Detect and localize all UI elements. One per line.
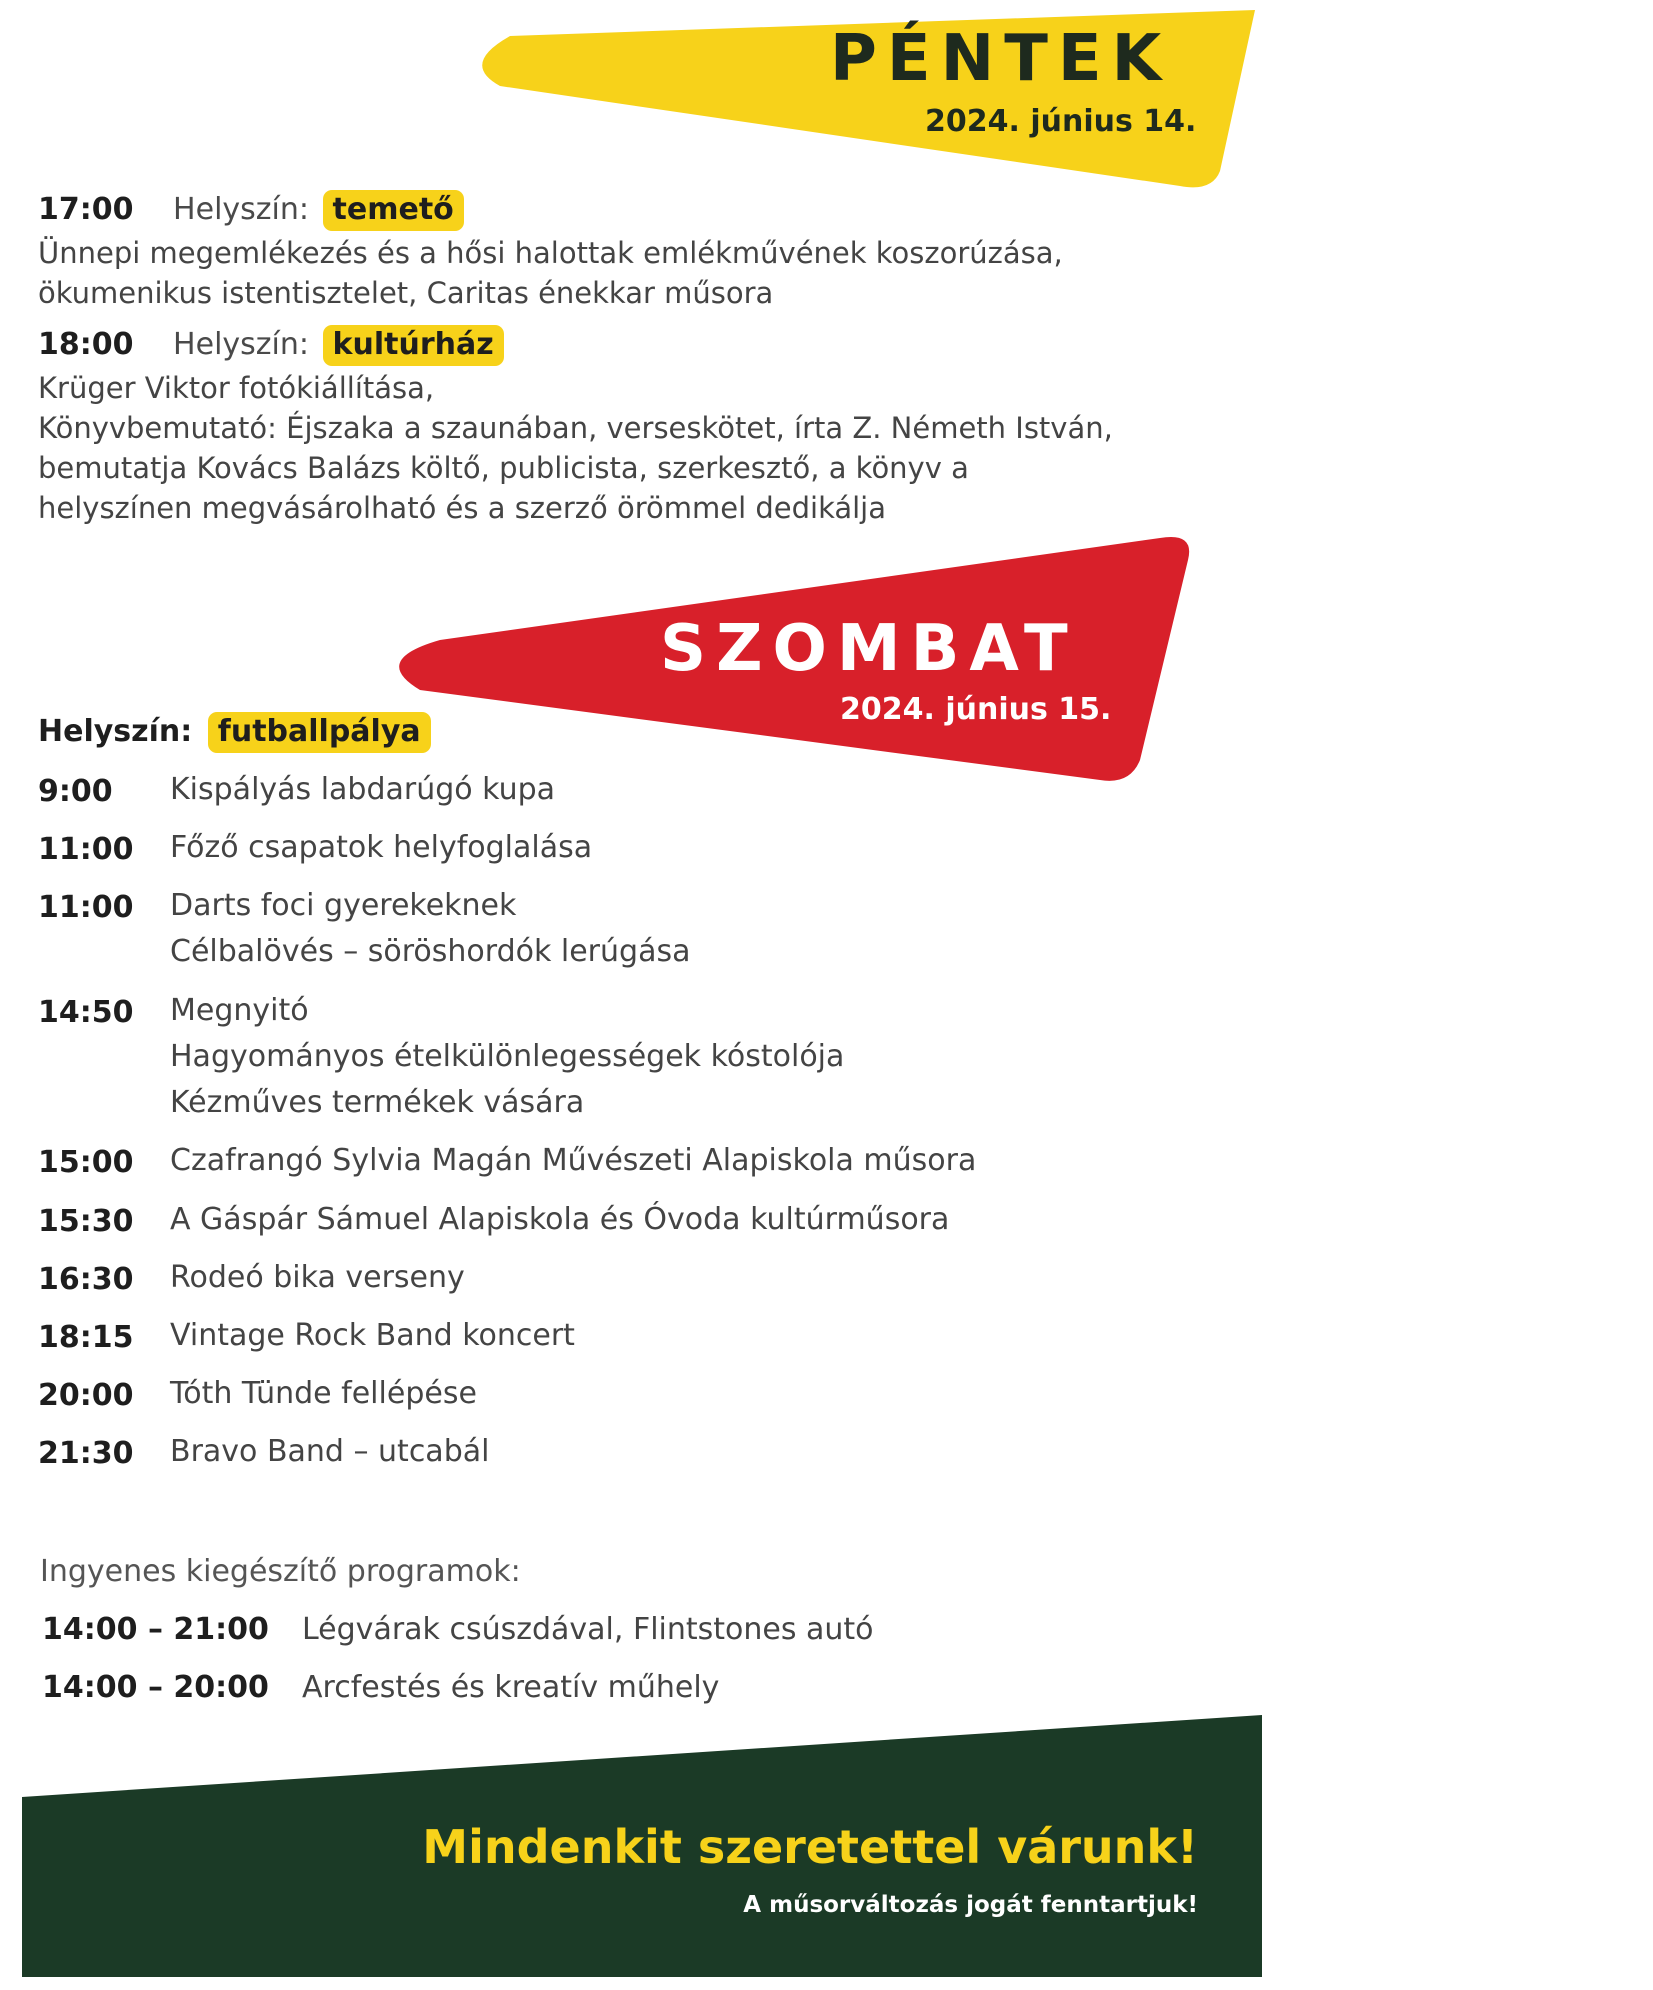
schedule-line: Kispályás labdarúgó kupa: [170, 772, 556, 807]
venue-tag: futballpálya: [208, 712, 431, 753]
friday-event-1-description: [38, 233, 1188, 313]
friday-title: PÉNTEK: [830, 22, 1172, 96]
saturday-date: 2024. június 15.: [840, 692, 1112, 727]
schedule-item: [170, 1371, 477, 1417]
schedule-time: 9:00: [38, 774, 113, 809]
schedule-time: 11:00: [38, 890, 134, 925]
schedule-line: Főző csapatok helyfoglalása: [170, 830, 593, 865]
schedule-time: 15:30: [38, 1204, 134, 1239]
free-program-text: Arcfestés és kreatív műhely: [302, 1670, 720, 1705]
friday-event-2-description: [38, 368, 1188, 528]
description-line: Ünnepi megemlékezés és a hősi halottak emlékművének koszorúzása,: [38, 236, 1063, 270]
footer-welcome: Mindenkit szeretettel várunk!: [422, 1820, 1198, 1874]
schedule-time: 20:00: [38, 1378, 134, 1413]
venue-label: Helyszín:: [38, 714, 193, 749]
free-program-time: 14:00 – 21:00: [42, 1612, 269, 1647]
schedule-item: [170, 1313, 575, 1359]
venue-tag: kultúrház: [323, 325, 504, 366]
event-time: 17:00: [38, 192, 134, 227]
schedule-item: [170, 1197, 949, 1243]
schedule-item: [170, 883, 690, 975]
event-time: 18:00: [38, 327, 134, 362]
footer-disclaimer: A műsorváltozás jogát fenntartjuk!: [743, 1892, 1198, 1918]
schedule-line: Megnyitó: [170, 993, 309, 1028]
schedule-line: Darts foci gyerekeknek: [170, 888, 517, 923]
description-line: ökumenikus istentisztelet, Caritas énekkar műsora: [38, 276, 774, 310]
schedule-item: [170, 825, 592, 871]
schedule-line: Vintage Rock Band koncert: [170, 1318, 575, 1353]
saturday-venue: [38, 712, 431, 753]
schedule-item: [170, 1429, 489, 1475]
free-program-text: Légvárak csúszdával, Flintstones autó: [302, 1612, 874, 1647]
schedule-time: 15:00: [38, 1145, 134, 1180]
venue-tag: temető: [323, 190, 464, 231]
description-line: bemutatja Kovács Balázs költő, publicista, szerkesztő, a könyv a: [38, 451, 969, 485]
friday-event-1-header: [38, 190, 464, 231]
schedule-item: [170, 1138, 976, 1184]
description-line: Könyvbemutató: Éjszaka a szaunában, verseskötet, írta Z. Németh István,: [38, 411, 1113, 445]
venue-label: Helyszín:: [173, 327, 309, 362]
description-line: helyszínen megvásárolható és a szerző örömmel dedikálja: [38, 491, 887, 525]
schedule-item: [170, 988, 844, 1126]
schedule-time: 16:30: [38, 1262, 134, 1297]
schedule-line: A Gáspár Sámuel Alapiskola és Óvoda kultúrműsora: [170, 1202, 950, 1237]
schedule-line: Célbalövés – söröshordók lerúgása: [170, 934, 691, 969]
friday-date: 2024. június 14.: [925, 104, 1197, 139]
schedule-line: Hagyományos ételkülönlegességek kóstolója: [170, 1039, 845, 1074]
schedule-time: 18:15: [38, 1320, 134, 1355]
free-program-time: 14:00 – 20:00: [42, 1670, 269, 1705]
schedule-line: Bravo Band – utcabál: [170, 1434, 490, 1469]
description-line: Krüger Viktor fotókiállítása,: [38, 371, 435, 405]
friday-event-2-header: [38, 325, 504, 366]
venue-label: Helyszín:: [173, 192, 309, 227]
schedule-item: [170, 1255, 465, 1301]
schedule-line: Tóth Tünde fellépése: [170, 1376, 477, 1411]
schedule-line: Czafrangó Sylvia Magán Művészeti Alapiskola műsora: [170, 1143, 977, 1178]
schedule-time: 14:50: [38, 995, 134, 1030]
schedule-time: 21:30: [38, 1436, 134, 1471]
free-programs-title: Ingyenes kiegészítő programok:: [40, 1554, 521, 1589]
schedule-line: Rodeó bika verseny: [170, 1260, 465, 1295]
schedule-line: Kézműves termékek vására: [170, 1085, 585, 1120]
schedule-item: [170, 767, 555, 813]
saturday-title: SZOMBAT: [660, 612, 1078, 686]
schedule-time: 11:00: [38, 832, 134, 867]
